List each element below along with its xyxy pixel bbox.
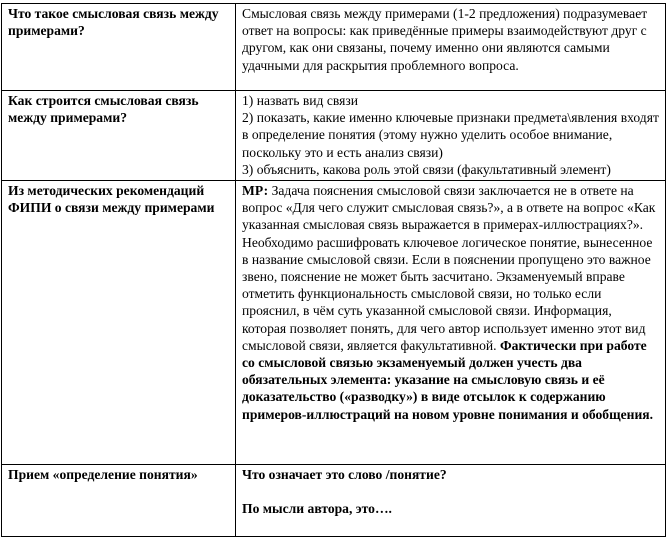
- list-item: 1) назвать вид связи: [242, 93, 359, 108]
- row-text: [236, 465, 666, 537]
- answer-line: По мысли автора, это….: [242, 501, 392, 517]
- content-table: [1, 3, 666, 537]
- body-text: Задача пояснения смысловой связи заключается не в ответе на вопрос «Для чего служит смысловая связь?», а в ответе на вопрос «Как указанная смысловая связь выражается в примерах-иллюстрациях?». Необходимо расшифровать ключевое логическое понятие, вынесенное в название смысловой связи. Если в пояснении пропущено это важное звено, пояснение не может быть засчитано. Экзаменуемый вправе отметить функциональность смысловой связи, но только если прояснил, в чём суть указанной смысловой связи. Информация, которая позволяет понять, для чего автор использует именно этот вид смысловой связи, является факультативной.: [242, 183, 656, 353]
- row-label: Как строится смысловая связь между примерами?: [2, 91, 236, 181]
- bold-conclusion: Фактически при работе со смысловой связью экзаменуемый должен учесть два обязательных элемента: указание на смысловую связь и её доказательство («разводку») в виде отсылок к содержанию примеров-иллюстраций на новом уровне понимания и обобщения.: [242, 337, 654, 422]
- question-line: Что означает это слово /понятие?: [242, 467, 447, 483]
- table-row: [2, 4, 666, 91]
- row-list: [236, 91, 666, 181]
- row-label: Что такое смысловая связь между примерами?: [2, 4, 236, 91]
- list-item: 2) показать, какие именно ключевые признаки предмета\явления входят в определение понятия (этому нужно уделить особое внимание, поскольку это и есть анализ связи): [242, 110, 659, 160]
- row-text: [236, 181, 666, 465]
- list-item: 3) объяснить, какова роль этой связи (факультативный элемент): [242, 161, 611, 177]
- row-label: Прием «определение понятия»: [2, 465, 236, 537]
- table-row: [2, 465, 666, 537]
- table-row: [2, 181, 666, 465]
- prefix-label: МР:: [242, 183, 269, 199]
- row-label: Из методических рекомендаций ФИПИ о связи между примерами: [2, 181, 236, 465]
- row-text: Смысловая связь между примерами (1-2 предложения) подразумевает ответ на вопросы: как приведённые примеры взаимодействуют друг с другом, как они связаны, почему именно они являются самыми удачными для раскрытия проблемного вопроса.: [236, 4, 666, 91]
- table-row: [2, 91, 666, 181]
